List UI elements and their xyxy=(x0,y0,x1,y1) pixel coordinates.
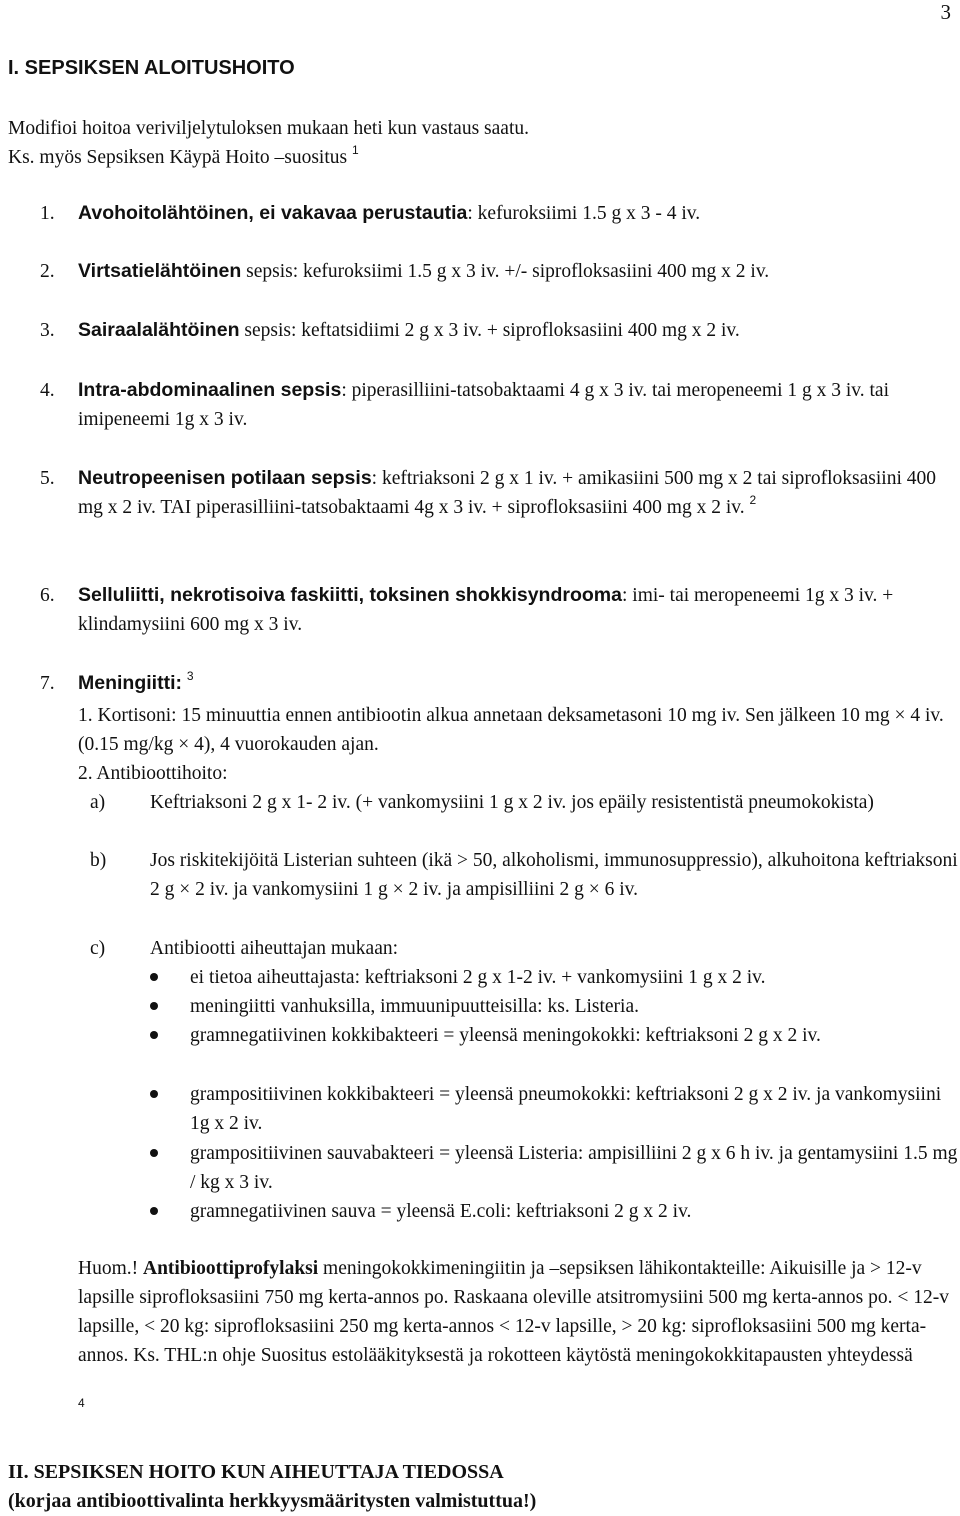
bullet-icon xyxy=(150,1207,158,1215)
intro-line-2-text: Ks. myös Sepsiksen Käypä Hoito –suositus xyxy=(8,147,348,168)
section-2-heading xyxy=(8,1458,536,1516)
item-text: : kefuroksiimi 1.5 g x 3 - 4 iv. xyxy=(467,203,701,224)
subitem-letter: b) xyxy=(90,850,107,871)
item-number: 1. xyxy=(40,203,55,224)
bullet-text: meningiitti vanhuksilla, immuunipuutteisilla: ks. Listeria. xyxy=(190,996,639,1017)
reference-3: 3 xyxy=(186,669,194,683)
item-text: : piperasilliini-tatsobaktaami 4 g x 3 iv. tai meropeneemi 1 g x 3 iv. tai imipeneemi 1g x 3 iv. xyxy=(78,380,890,430)
item-label: Selluliitti, nekrotisoiva faskiitti, toksinen shokkisyndrooma xyxy=(78,584,622,606)
reference-2: 2 xyxy=(749,493,757,507)
intro-line-2 xyxy=(8,143,948,172)
bullet-icon xyxy=(150,1031,158,1039)
item-number: 3. xyxy=(40,320,55,341)
meningitis-cortisone: 1. Kortisoni: 15 minuuttia ennen antibiootin alkua annetaan deksametasoni 10 mg iv. Sen jälkeen 10 mg × 4 iv. (0.15 mg/kg × 4), 4 vuorokauden ajan. xyxy=(78,705,944,755)
intro-paragraph xyxy=(8,114,948,172)
reference-4: 4 xyxy=(78,1396,85,1410)
item-number: 2. xyxy=(40,261,55,282)
item-number: 7. xyxy=(40,673,55,694)
reference-1: 1 xyxy=(351,143,359,157)
item-number: 6. xyxy=(40,585,55,606)
item-label: Avohoitolähtöinen, ei vakavaa perustautia xyxy=(78,202,468,224)
item-text: : keftriaksoni 2 g x 1 iv. + amikasiini 500 mg x 2 tai siprofloksasiini 400 mg x 2 iv. TAI piperasilliini-tatsobaktaami 4g x 3 iv. + siprofloksasiini 400 mg x 2 iv. xyxy=(78,468,937,518)
bullet-text: grampositiivinen kokkibakteeri = yleensä pneumokokki: keftriaksoni 2 g x 2 iv. ja vankomysiini 1g x 2 iv. xyxy=(190,1084,942,1134)
subitem-letter: c) xyxy=(90,938,106,959)
item-text: sepsis: keftatsidiimi 2 g x 3 iv. + siprofloksasiini 400 mg x 2 iv. xyxy=(239,320,740,341)
item-label: Meningiitti: xyxy=(78,672,182,694)
bullet-icon xyxy=(150,1090,158,1098)
bullet-icon xyxy=(150,1149,158,1157)
subitem-text: Keftriaksoni 2 g x 1- 2 iv. (+ vankomysiini 1 g x 2 iv. jos epäily resistentistä pneumokokista) xyxy=(150,792,874,813)
prophylaxis-note xyxy=(78,1254,958,1370)
meningitis-antibiotic-heading: 2. Antibioottihoito: xyxy=(78,763,228,784)
note-prefix: Huom.! xyxy=(78,1258,143,1279)
item-label: Intra-abdominaalinen sepsis xyxy=(78,379,342,401)
bullet-text: gramnegatiivinen kokkibakteeri = yleensä meningokokki: keftriaksoni 2 g x 2 iv. xyxy=(190,1025,821,1046)
page-number: 3 xyxy=(940,0,951,24)
section-2-title: II. SEPSIKSEN HOITO KUN AIHEUTTAJA TIEDOSSA xyxy=(8,1461,504,1483)
subitem-letter: a) xyxy=(90,792,106,813)
bullet-icon xyxy=(150,973,158,981)
bullet-text: gramnegatiivinen sauva = yleensä E.coli: keftriaksoni 2 g x 2 iv. xyxy=(190,1201,692,1222)
item-label: Virtsatielähtöinen xyxy=(78,260,242,282)
bullet-text: grampositiivinen sauvabakteeri = yleensä Listeria: ampisilliini 2 g x 6 h iv. ja gentamysiini 1.5 mg / kg x 3 iv. xyxy=(190,1143,958,1193)
subitem-text: Antibiootti aiheuttajan mukaan: xyxy=(150,938,399,959)
item-number: 4. xyxy=(40,380,55,401)
note-label: Antibioottiprofylaksi xyxy=(143,1258,319,1279)
section-2-subtitle: (korjaa antibioottivalinta herkkyysmääritysten valmistuttua!) xyxy=(8,1490,537,1512)
section-1-title: I. SEPSIKSEN ALOITUSHOITO xyxy=(8,57,295,79)
item-text: sepsis: kefuroksiimi 1.5 g x 3 iv. +/- siprofloksasiini 400 mg x 2 iv. xyxy=(241,261,770,282)
item-number: 5. xyxy=(40,468,55,489)
bullet-icon xyxy=(150,1002,158,1010)
item-label: Sairaalalähtöinen xyxy=(78,319,240,341)
bullet-text: ei tietoa aiheuttajasta: keftriaksoni 2 g x 1-2 iv. + vankomysiini 1 g x 2 iv. xyxy=(190,967,766,988)
intro-line-1: Modifioi hoitoa veriviljelytuloksen mukaan heti kun vastaus saatu. xyxy=(8,118,529,139)
subitem-text: Jos riskitekijöitä Listerian suhteen (ikä > 50, alkoholismi, immunosuppressio), alkuhoitona keftriaksoni 2 g × 2 iv. ja vankomysiini 1 g × 2 iv. ja ampisilliini 2 g × 6 iv. xyxy=(150,850,958,900)
item-text: : imi- tai meropeneemi 1g x 3 iv. + klindamysiini 600 mg x 3 iv. xyxy=(78,585,894,635)
item-label: Neutropeenisen potilaan sepsis xyxy=(78,467,372,489)
note-text: meningokokkimeningiitin ja –sepsiksen lähikontakteille: Aikuisille ja > 12-v lapsille siprofloksasiini 750 mg kerta-annos po. Raskaana oleville atsitromysiini 500 mg kerta-annos po. < 12-v lapsille, < 20 kg: siprofloksasiini 250 mg kerta-annos < 12-v lapsille, > 20 kg: siprofloksasiini 500 mg kerta-annos. Ks. THL:n ohje Suositus estolääkityksestä ja rokotteen käytöstä meningokokkitapausten yhteydessä xyxy=(78,1258,950,1366)
